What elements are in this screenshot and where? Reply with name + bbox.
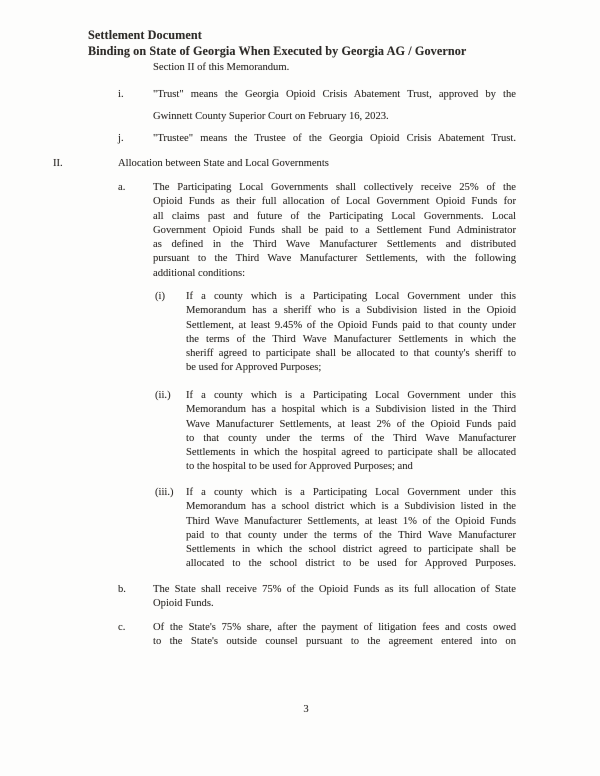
text-line: Gwinnett County Superior Court on February 16, 2023. (153, 111, 389, 122)
subitem-ii-marker: (ii.) (155, 390, 171, 401)
text-line: "Trust" means the Georgia Opioid Crisis Abatement Trust, approved by the (153, 89, 516, 100)
text-line: Government Opioid Funds shall be paid to a Settlement Fund Administrator (153, 224, 516, 236)
definition-text-j (153, 128, 516, 150)
text-line: Memorandum has a school district which is a Subdivision listed in the (186, 501, 516, 513)
text-line: Settlement, at least 9.45% of the Opioid Funds paid to that county under (186, 319, 516, 331)
text-line: as defined in the Third Wave Manufacturer Settlements and distributed (153, 239, 516, 251)
text-line: The State shall receive 75% of the Opioid Funds as its full allocation of State (153, 584, 516, 595)
item-c-marker: c. (118, 622, 126, 633)
section-ii-heading: Allocation between State and Local Governments (118, 158, 329, 169)
text-line: Settlements in which the school district agreed to participate shall be (186, 544, 516, 556)
text-line: Opioid Funds as their full allocation of Local Government Opioid Funds for (153, 196, 516, 208)
continuation-text: Section II of this Memorandum. (153, 62, 290, 73)
subitem-i-marker: (i) (155, 291, 165, 302)
text-line: be used for Approved Purposes; (186, 362, 322, 374)
text-line: Settlements in which the hospital agreed to participate shall be allocated (186, 447, 516, 459)
text-line: Memorandum has a sheriff who is a Subdivision listed in the Opioid (186, 305, 516, 317)
text-line: to the State's outside counsel pursuant to the agreement entered into on (153, 636, 516, 648)
text-line: Third Wave Manufacturer Settlements, at least 1% of the Opioid Funds (186, 515, 516, 527)
text-line: allocated to the school district to be used for Approved Purposes. (186, 558, 516, 570)
text-line: additional conditions: (153, 267, 246, 279)
text-line: If a county which is a Participating Local Government under this (186, 487, 516, 498)
item-b-marker: b. (118, 584, 126, 595)
text-line: to the hospital to be used for Approved Purposes; and (186, 461, 413, 473)
definition-marker-j: j. (118, 133, 124, 144)
page-number: 3 (303, 704, 309, 715)
text-line: all claims past and future of the Participating Local Governments. Local (153, 210, 516, 222)
text-line: paid to that county under the terms of the Third Wave Manufacturer (186, 529, 516, 541)
subitem-iii-marker: (iii.) (155, 487, 174, 498)
item-c-text (153, 621, 516, 650)
text-line: to that county under the terms of the Third Wave Manufacturer (186, 432, 516, 444)
text-line: the terms of the Third Wave Manufacturer Settlements in which the (186, 333, 516, 345)
text-line: If a county which is a Participating Local Government under this (186, 291, 516, 302)
text-line: Memorandum has a hospital which is a Subdivision listed in the Third (186, 404, 516, 416)
text-line: If a county which is a Participating Local Government under this (186, 390, 516, 401)
text-line: The Participating Local Governments shall collectively receive 25% of the (153, 182, 516, 193)
item-a-marker: a. (118, 182, 126, 193)
text-line: Opioid Funds. (153, 598, 214, 610)
header-title-line-2: Binding on State of Georgia When Executed by Georgia AG / Governor (88, 44, 467, 58)
subitem-ii-text (186, 389, 516, 475)
subitem-i-text (186, 290, 516, 376)
text-line: "Trustee" means the Trustee of the Georgia Opioid Crisis Abatement Trust. (153, 133, 516, 144)
section-ii-marker: II. (53, 158, 63, 169)
text-line: sheriff agreed to participate shall be allocated to that county's sheriff to (186, 348, 516, 360)
item-b-text (153, 583, 516, 612)
definition-text-i (153, 84, 516, 128)
subitem-iii-text (186, 486, 516, 572)
text-line: Wave Manufacturer Settlements, at least 2% of the Opioid Funds paid (186, 418, 516, 430)
text-line: pursuant to the Third Wave Manufacturer Settlements, with the following (153, 253, 516, 265)
document-header (88, 27, 466, 59)
definition-marker-i: i. (118, 89, 124, 100)
item-a-text (153, 181, 516, 281)
header-title-line-1: Settlement Document (88, 28, 202, 42)
text-line: Of the State's 75% share, after the payment of litigation fees and costs owed (153, 622, 516, 633)
